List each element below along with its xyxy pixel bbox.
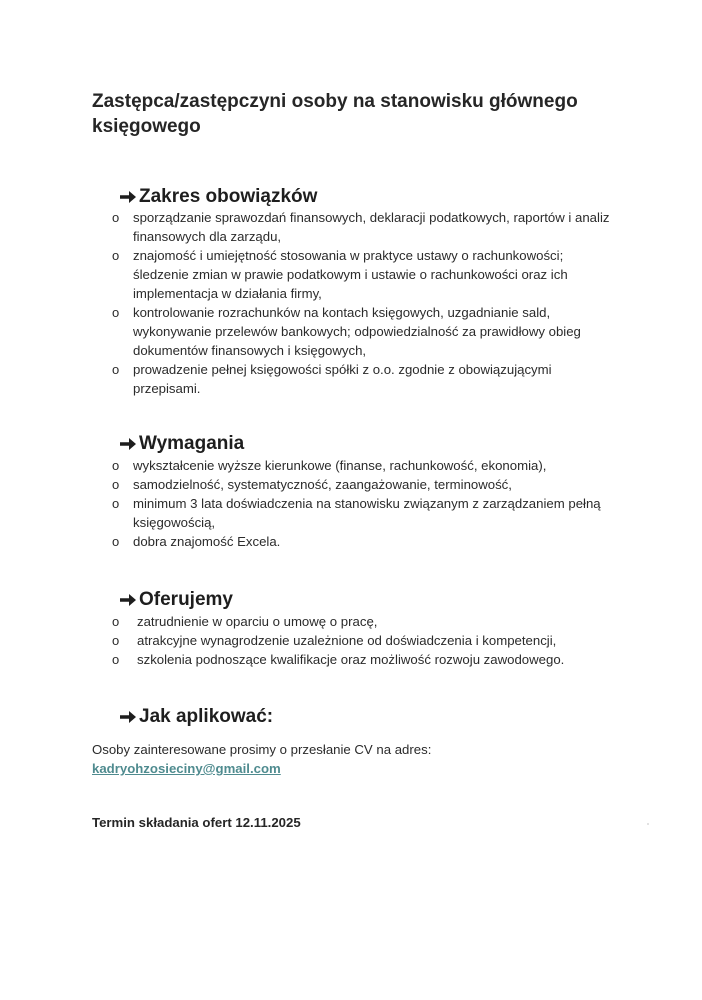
list-item: o kontrolowanie rozrachunków na kontach księgowych, uzgadnianie sald, wykonywanie przelewów bankowych; odpowiedzialność za prawidłowy obieg dokumentów finansowych i księgowych,: [112, 305, 581, 358]
bullet-icon: o: [112, 477, 120, 492]
list-item: o atrakcyjne wynagrodzenie uzależnione od doświadczenia i kompetencji,: [112, 633, 557, 648]
duties-list: [112, 208, 612, 398]
section-heading-label: Jak aplikować:: [139, 706, 274, 727]
list-item: o minimum 3 lata doświadczenia na stanowisku związanym z zarządzaniem pełną księgowością,: [112, 496, 601, 530]
list-item: o sporządzanie sprawozdań finansowych, deklaracji podatkowych, raportów i analiz finansowych dla zarządu,: [112, 210, 610, 244]
section-heading-label: Wymagania: [139, 433, 245, 454]
list-item: o samodzielność, systematyczność, zaangażowanie, terminowość,: [112, 477, 512, 492]
list-item: o zatrudnienie w oparciu o umowę o pracę,: [112, 614, 378, 629]
requirements-list: [112, 456, 622, 551]
section-heading-duties: [119, 186, 317, 208]
bullet-icon: o: [112, 496, 120, 511]
page-title: Zastępca/zastępczyni osoby na stanowisku głównego księgowego: [92, 91, 578, 137]
arrow-right-icon: [119, 436, 137, 452]
email-link[interactable]: kadryohzosieciny@gmail.com: [92, 761, 281, 776]
apply-text: Osoby zainteresowane prosimy o przesłanie CV na adres:: [92, 742, 432, 757]
section-heading-label: Oferujemy: [139, 589, 233, 610]
arrow-right-icon: [119, 189, 137, 205]
list-item: o szkolenia podnoszące kwalifikacje oraz możliwość rozwoju zawodowego.: [112, 652, 565, 667]
arrow-right-icon: [119, 592, 137, 608]
list-item: o prowadzenie pełnej księgowości spółki z o.o. zgodnie z obowiązującymi przepisami.: [112, 362, 552, 396]
section-heading-label: Zakres obowiązków: [139, 186, 318, 207]
section-heading-offer: [119, 589, 233, 611]
bullet-icon: o: [112, 458, 120, 473]
bullet-icon: o: [112, 362, 120, 377]
bullet-icon: o: [112, 210, 120, 225]
bullet-icon: o: [112, 614, 120, 629]
bullet-icon: o: [112, 305, 120, 320]
scan-speck: [647, 823, 649, 825]
bullet-icon: o: [112, 534, 120, 549]
bullet-icon: o: [112, 248, 120, 263]
list-item: o wykształcenie wyższe kierunkowe (finanse, rachunkowość, ekonomia),: [112, 458, 547, 473]
apply-instructions: [92, 740, 431, 778]
bullet-icon: o: [112, 652, 120, 667]
list-item: o dobra znajomość Excela.: [112, 534, 281, 549]
arrow-right-icon: [119, 709, 137, 725]
section-heading-apply: [119, 706, 273, 728]
section-heading-requirements: [119, 433, 244, 455]
application-deadline: Termin składania ofert 12.11.2025: [92, 815, 301, 830]
list-item: o znajomość i umiejętność stosowania w praktyce ustawy o rachunkowości; śledzenie zmian w prawie podatkowym i ustawie o rachunkowości oraz ich implementacja w działania firmy,: [112, 248, 568, 301]
bullet-icon: o: [112, 633, 120, 648]
offer-list: [112, 612, 632, 669]
